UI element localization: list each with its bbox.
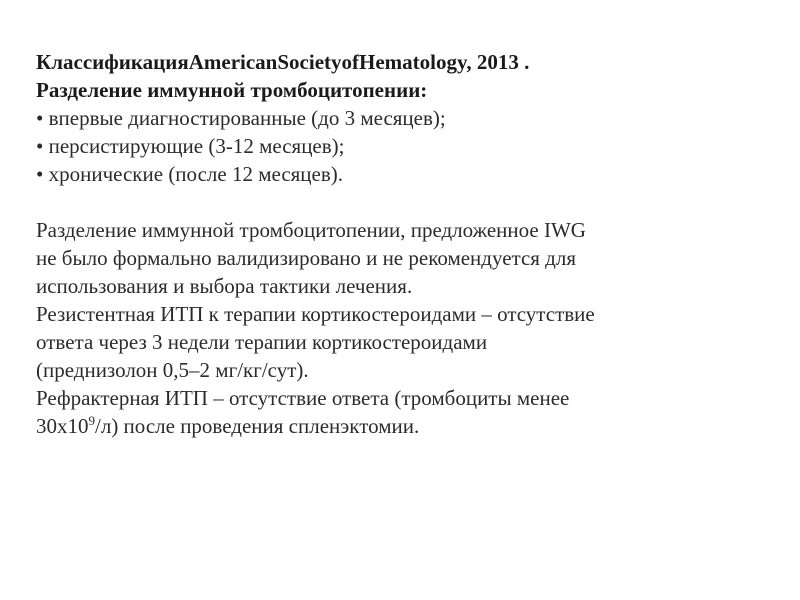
paragraph-2-line-3: (преднизолон 0,5–2 мг/кг/сут).: [36, 358, 309, 382]
paragraph-1-line-2: не было формально валидизировано и не рекомендуется для: [36, 246, 577, 270]
splenectomy-text: /л) после проведения спленэктомии.: [95, 414, 420, 438]
paragraph-1-line-1: Разделение иммунной тромбоцитопении, предложенное IWG: [36, 218, 586, 242]
platelet-count-base: 30x10: [36, 414, 89, 438]
paragraph-1-line-3: использования и выбора тактики лечения.: [36, 274, 413, 298]
paragraph-3-line-1: Рефрактерная ИТП – отсутствие ответа (тромбоциты менее: [36, 386, 570, 410]
paragraph-gap: [36, 188, 776, 216]
bullet-persistent: • персистирующие (3-12 месяцев);: [36, 134, 345, 158]
paragraph-2-line-2: ответа через 3 недели терапии кортикостероидами: [36, 330, 488, 354]
bullet-chronic: • хронические (после 12 месяцев).: [36, 162, 344, 186]
bullet-newly-diagnosed: • впервые диагностированные (до 3 месяцев);: [36, 106, 446, 130]
heading-line-1: КлассификацияAmericanSocietyofHematology, 2013 .: [36, 50, 530, 74]
heading-line-2: Разделение иммунной тромбоцитопении:: [36, 78, 428, 102]
paragraph-2-line-1: Резистентная ИТП к терапии кортикостероидами – отсутствие: [36, 302, 595, 326]
slide-text: [36, 48, 776, 440]
paragraph-3-line-2: [36, 412, 776, 440]
platelet-count-exponent: 9: [88, 413, 95, 428]
